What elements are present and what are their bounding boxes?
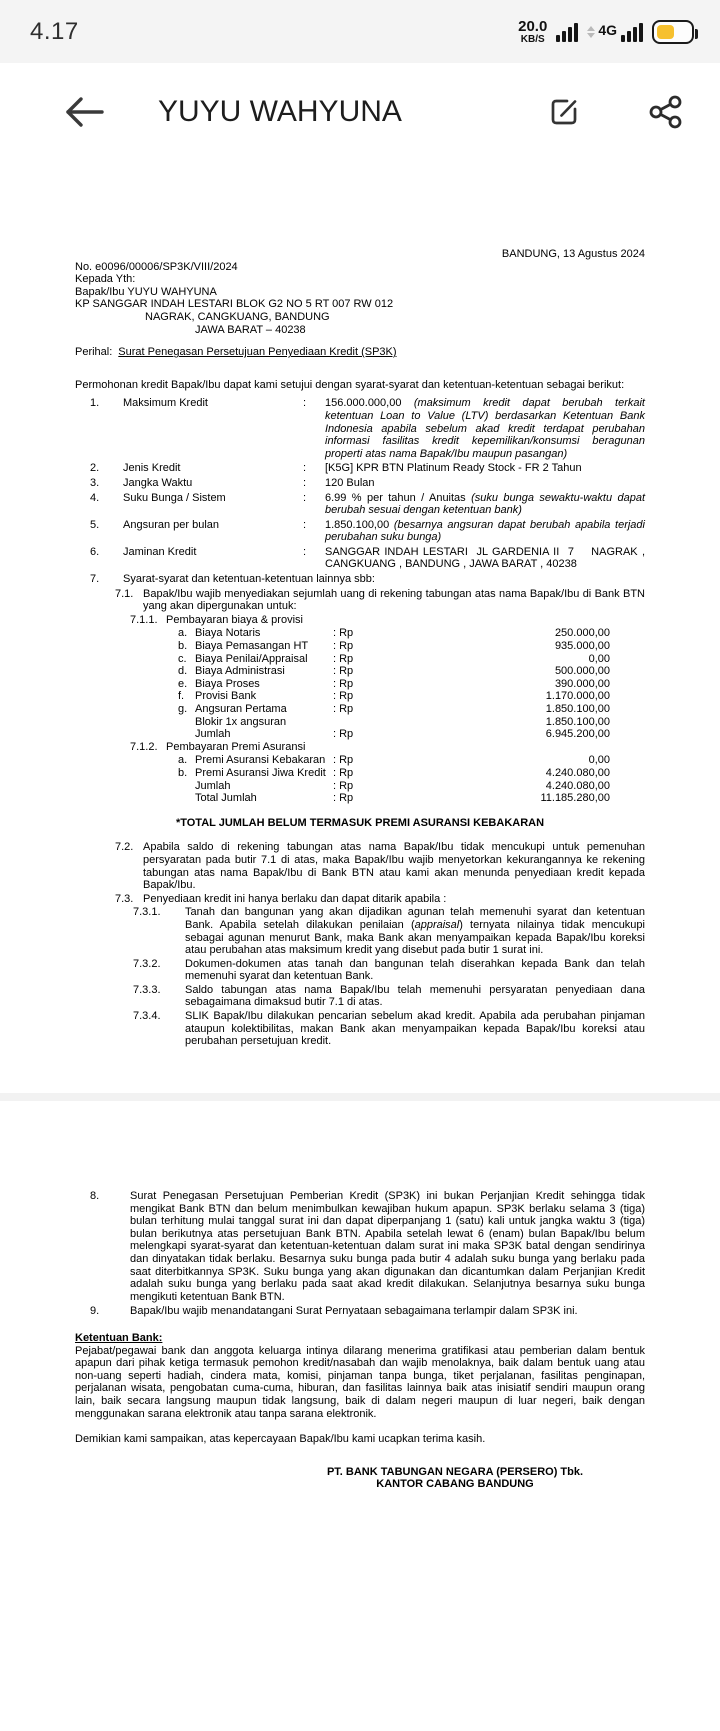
clause-7-3-3 xyxy=(133,984,645,1009)
letter-address-line1: KP SANGGAR INDAH LESTARI BLOK G2 NO 5 RT 007 RW 012 xyxy=(75,298,394,311)
subject-text: Surat Penegasan Persetujuan Penyediaan Kredit (SP3K) xyxy=(118,346,397,359)
term-number: 2. xyxy=(90,462,100,475)
battery-icon xyxy=(652,20,694,44)
term-label: Suku Bunga / Sistem xyxy=(123,491,226,504)
fee-row: Jumlah : Rp 6.945.200,00 xyxy=(195,728,610,741)
clause-7-1-2 xyxy=(130,741,645,754)
document-page-1 xyxy=(0,160,720,1093)
app-header xyxy=(0,63,720,160)
term-number: 1. xyxy=(90,397,100,410)
term-value: [K5G] KPR BTN Platinum Ready Stock - FR 2 Tahun xyxy=(325,462,582,475)
term-colon: : xyxy=(303,397,307,410)
term-value: SANGGAR INDAH LESTARI JL GARDENIA II 7 NAGRAK , CANGKUANG , BANDUNG , JAWA BARAT , 40238 xyxy=(325,545,649,571)
term-item-4 xyxy=(90,492,645,517)
term-item-1 xyxy=(90,397,645,460)
fee-row: Jumlah : Rp 4.240.080,00 xyxy=(195,779,610,792)
mobile-network-indicator xyxy=(587,22,643,42)
subject-label: Perihal: xyxy=(75,346,113,359)
term-label: Jangka Waktu xyxy=(123,476,193,489)
term-colon: : xyxy=(303,491,307,504)
clause-number: 7.3.3. xyxy=(133,983,161,996)
section-text: Bapak/Ibu wajib menandatangani Surat Pernyataan sebagaimana terlampir dalam SP3K ini. xyxy=(130,1305,578,1318)
closing-line: Demikian kami sampaikan, atas kepercayaan Bapak/Ibu kami ucapkan terima kasih. xyxy=(75,1433,486,1446)
letter-city-date: BANDUNG, 13 Agustus 2024 xyxy=(501,248,645,260)
letter-intro: Permohonan kredit Bapak/Ibu dapat kami setujui dengan syarat-syarat dan ketentuan-ketentuan sebagai berikut: xyxy=(75,378,625,391)
header-actions xyxy=(544,92,686,132)
term-value: 1.850.100,00 (besarnya angsuran dapat berubah apabila terjadi perubahan suku bunga) xyxy=(325,518,645,544)
term-item-2 xyxy=(90,462,645,475)
term-colon: : xyxy=(303,462,307,475)
clause-text: Penyediaan kredit ini hanya berlaku dan dapat ditarik apabila : xyxy=(143,892,447,905)
share-icon xyxy=(647,93,685,131)
fee-row: e. Biaya Proses : Rp 390.000,00 xyxy=(178,677,610,690)
letter-address-line2: NAGRAK, CANGKUANG, BANDUNG xyxy=(145,310,330,323)
data-activity-icon xyxy=(587,26,595,38)
edit-button[interactable] xyxy=(544,92,584,132)
clause-text: Saldo tabungan atas nama Bapak/Ibu telah memenuhi persyaratan penyediaan dana sebagaimana dimaksud butir 7.1 di atas. xyxy=(185,983,645,1009)
clause-7-3 xyxy=(115,893,645,906)
compose-icon xyxy=(546,94,582,130)
signature-block xyxy=(275,1466,635,1491)
clause-number: 7.3.4. xyxy=(133,1010,161,1023)
term-colon: : xyxy=(303,476,307,489)
term-label: Jenis Kredit xyxy=(123,462,181,475)
clause-title: Pembayaran biaya & provisi xyxy=(166,613,303,626)
term-colon: : xyxy=(303,518,307,531)
signature-branch: KANTOR CABANG BANDUNG xyxy=(376,1478,534,1491)
term-item-7 xyxy=(90,573,645,586)
fee-table-7-1-1 xyxy=(178,627,645,740)
share-button[interactable] xyxy=(646,92,686,132)
clause-7-1 xyxy=(115,588,645,613)
back-button[interactable] xyxy=(60,92,108,132)
fee-table-7-1-2 xyxy=(178,754,645,804)
fee-row: c. Biaya Penilai/Appraisal : Rp 0,00 xyxy=(178,652,610,665)
clause-number: 7.1.1. xyxy=(130,613,158,626)
status-bar-right xyxy=(518,19,694,45)
letter-to-label: Kepada Yth: xyxy=(75,273,136,286)
page-separator xyxy=(0,1093,720,1101)
bank-terms-paragraph: Pejabat/pegawai bank dan anggota keluarga intinya dilarang menerima gratifikasi atau pemberian dalam bentuk apapun dari pihak ketiga termasuk pemohon kredit/nasabah dan wajib menolaknya, baik dalam bentuk uang atau non-uang seperti hadiah, cindera mata, komisi, pinjaman tanpa bunga, tiket perjalanan, fasilitas penginapan, perjalanan wisata, pengobatan cuma-cuma, hiburan, dan fasilitas lainnya baik atas inisiatif sendiri maupun orang lain, baik secara langsung maupun tidak langsung, baik di dalam negeri maupun di luar negeri, baik dengan menggunakan sarana elektronik atau tanpa sarana elektronik. xyxy=(75,1344,645,1420)
section-number: 9. xyxy=(90,1305,100,1318)
clause-number: 7.1.2. xyxy=(130,740,158,753)
letter-subject-line xyxy=(75,346,645,359)
clause-7-3-1 xyxy=(133,906,645,956)
fee-row: g. Angsuran Pertama : Rp 1.850.100,00 xyxy=(178,703,610,715)
clause-text: Tanah dan bangunan yang akan dijadikan agunan telah memenuhi syarat dan ketentuan Bank. Apabila setelah dilakukan penilaian (appraisal) ternyata nilainya tidak mencukupi sebagai agunan menurut Bank, maka Bank akan menyampaikan kepada Bapak/Ibu koreksi atau perubahan atas maksimum kredit yang disebut pada butir 1 surat ini. xyxy=(185,906,645,957)
network-speed-unit: KB/S xyxy=(520,33,545,45)
term-number: 3. xyxy=(90,476,100,489)
fee-row: d. Biaya Administrasi : Rp 500.000,00 xyxy=(178,665,610,678)
terms-list xyxy=(75,397,649,586)
network-speed-indicator xyxy=(518,19,547,45)
letter-ref-number: No. e0096/00006/SP3K/VIII/2024 xyxy=(75,260,238,273)
network-type-label: 4G xyxy=(598,21,617,38)
fee-row: Blokir 1x angsuran 1.850.100,00 xyxy=(195,715,610,728)
network-speed-value: 20.0 xyxy=(518,17,548,35)
status-bar xyxy=(0,0,720,63)
document-page-2 xyxy=(0,1101,720,1731)
section-9 xyxy=(75,1305,645,1318)
total-disclaimer: *TOTAL JUMLAH BELUM TERMASUK PREMI ASURANSI KEBAKARAN xyxy=(175,816,545,829)
term-label: Jaminan Kredit xyxy=(123,545,197,558)
clause-text: Apabila saldo di rekening tabungan atas nama Bapak/Ibu tidak mencukupi untuk pemenuhan persyaratan pada butir 7.1 di atas, maka Bapak/Ibu wajib menyetorkan kekurangannya ke rekening tabungan atas nama Bapak/Ibu di Bank BTN atau kami akan menunda penyediaan kredit kepada Bapak/Ibu. xyxy=(143,841,645,892)
letter-recipient: Bapak/Ibu YUYU WAHYUNA xyxy=(75,285,217,298)
clause-7-3-2 xyxy=(133,958,645,983)
fee-row: a. Premi Asuransi Kebakaran : Rp 0,00 xyxy=(178,754,610,767)
clause-text: SLIK Bapak/Ibu dilakukan pencarian sebelum akad kredit. Apabila ada perubahan pinjaman ataupun kolektibilitas, makan Bank akan menyampaikan kepada Bapak/Ibu koreksi atau perubahan persetujuan kredit. xyxy=(185,1010,645,1048)
term-item-6 xyxy=(90,545,649,571)
clause-number: 7.1. xyxy=(115,587,134,600)
letter-address-line3: JAWA BARAT – 40238 xyxy=(195,323,306,336)
section-number: 8. xyxy=(90,1190,100,1202)
clause-number: 7.3.1. xyxy=(133,906,161,919)
term-colon: : xyxy=(303,545,307,558)
section-8 xyxy=(75,1190,645,1303)
clause-title: Pembayaran Premi Asuransi xyxy=(166,740,306,753)
bank-terms-heading: Ketentuan Bank: xyxy=(75,1331,163,1344)
page-title: YUYU WAHYUNA xyxy=(158,94,402,128)
term-label: Syarat-syarat dan ketentuan-ketentuan lainnya sbb: xyxy=(123,573,375,586)
clause-number: 7.3. xyxy=(115,892,134,905)
signature-company: PT. BANK TABUNGAN NEGARA (PERSERO) Tbk. xyxy=(326,1465,584,1478)
signal-strength-icon-2 xyxy=(621,22,643,42)
clause-7-2 xyxy=(115,841,645,891)
term-number: 7. xyxy=(90,573,100,586)
term-value: 156.000.000,00 (maksimum kredit dapat berubah terkait ketentuan Loan to Value (LTV) berdasarkan Ketentuan Bank Indonesia apabila sebelum akad kredit terdapat perubahan informasi fasilitas kredit kepemilikan/konsumsi beragunan properti atas nama Bapak/Ibu maupun pasangan) xyxy=(325,397,645,460)
term-label: Maksimum Kredit xyxy=(123,397,208,410)
clause-text: Dokumen-dokumen atas tanah dan bangunan telah diserahkan kepada Bank dan telah memenuhi syarat dan ketentuan Bank. xyxy=(185,957,645,983)
fee-row: f. Provisi Bank : Rp 1.170.000,00 xyxy=(178,690,610,703)
term-number: 6. xyxy=(90,545,100,558)
term-number: 4. xyxy=(90,491,100,504)
clause-number: 7.3.2. xyxy=(133,957,161,970)
document-scroll-area[interactable] xyxy=(0,160,720,1731)
term-value: 6.99 % per tahun / Anuitas (suku bunga sewaktu-waktu dapat berubah sesuai dengan ketentuan bank) xyxy=(325,491,645,517)
clock-label: 4.17 xyxy=(30,17,79,45)
fee-row: b. Biaya Pemasangan HT : Rp 935.000,00 xyxy=(178,640,610,653)
clause-number: 7.2. xyxy=(115,841,134,854)
signal-strength-icon xyxy=(556,22,578,42)
fee-row: Total Jumlah : Rp 11.185.280,00 xyxy=(195,792,610,805)
fee-row: a. Biaya Notaris : Rp 250.000,00 xyxy=(178,627,610,640)
term-number: 5. xyxy=(90,518,100,531)
term-label: Angsuran per bulan xyxy=(123,518,220,531)
term-value: 120 Bulan xyxy=(325,476,375,489)
arrow-left-icon xyxy=(63,95,105,129)
section-text: Surat Penegasan Persetujuan Pemberian Kredit (SP3K) ini bukan Perjanjian Kredit sehingga tidak mengikat Bank BTN dan belum menimbulkan kewajiban hukum apapun. SP3K berlaku selama 3 (tiga) bulan terhitung mulai tanggal surat ini dan dapat diperpanjang 1 (satu) kali untuk jangka waktu 3 (tiga) bulan berikutnya atas persetujuan Bank BTN. Apabila setelah lewat 6 (enam) bulan Bapak/Ibu belum melengkapi syarat-syarat dan ketentuan-ketentuan dalam surat ini maka SP3K batal dengan sendirinya dan dinyatakan tidak berlaku. Besarnya suku bunga pada butir 4 adalah suku bunga yang berlaku pada saat diterbitkannya SP3K. Suku bunga yang akan digunakan dan dicantumkan dalam Perjanjian Kredit adalah suku bunga yang berlaku pada saat akad kredit dilakukan. Selanjutnya besarnya suku bunga mengikuti ketentuan Bank BTN. xyxy=(130,1190,645,1303)
clause-7-3-4 xyxy=(133,1010,645,1048)
term-item-3 xyxy=(90,477,645,490)
clause-text: Bapak/Ibu wajib menyediakan sejumlah uang di rekening tabungan atas nama Bapak/Ibu di Bank BTN yang akan dipergunakan untuk: xyxy=(143,587,645,613)
clause-7-1-1 xyxy=(130,614,645,627)
fee-row: b. Premi Asuransi Jiwa Kredit : Rp 4.240.080,00 xyxy=(178,766,610,779)
term-item-5 xyxy=(90,519,645,544)
